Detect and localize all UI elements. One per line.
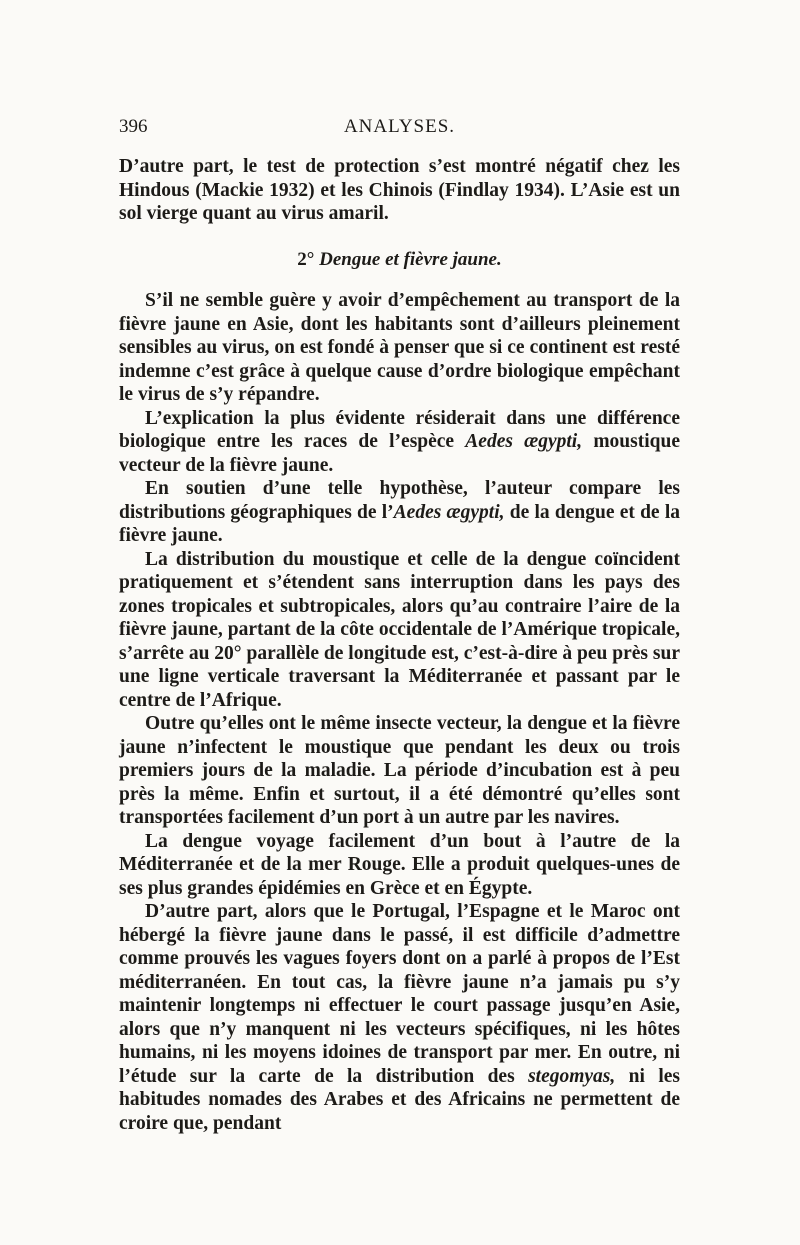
paragraph-5: Outre qu’elles ont le même insecte vecteur, la dengue et la fièvre jaune n’infectent le moustique que pendant les deux ou trois premiers jours de la maladie. La période d’incubation est à peu près la même. Enfin et surtout, il a été démontré qu’elles sont transportées facilement d’un port à un autre par les navires.	[119, 713, 680, 828]
paragraph-2-text-b: moustique vecteur de la fièvre jaune.	[119, 431, 680, 476]
page-number: 396	[119, 116, 148, 137]
paragraph-7-text-a: D’autre part, alors que le Portugal, l’Espagne et le Maroc ont hébergé la fièvre jaune dans le passé, il est difficile d’admettre comme prouvés les vagues foyers dont on a parlé à propos de l’Est méditerranéen. En tout cas, la fièvre jaune n’a jamais pu s’y maintenir longtemps ni effectuer le court passage jusqu’en Asie, alors que n’y manquent ni les vecteurs spécifiques, ni les hôtes humains, ni les moyens idoines de transport par mer. En outre, ni l’étude sur la carte de la distribution des	[119, 901, 680, 1087]
running-head: ANALYSES.	[343, 116, 456, 137]
page-header	[119, 116, 680, 146]
paragraph-4: La distribution du moustique et celle de la dengue coïncident pratiquement et s’étendent sans interruption dans les pays des zones tropicales et subtropicales, alors qu’au contraire l’aire de la fièvre jaune, partant de la côte occidentale de l’Amérique tropicale, s’arrête au 20° parallèle de longitude est, c’est-à-dire à peu près sur une ligne verticale traversant la Méditerranée et passant par le centre de l’Afrique.	[119, 548, 680, 711]
paragraph-0: D’autre part, le test de protection s’est montré négatif chez les Hindous (Mackie 1932) et les Chinois (Findlay 1934). L’Asie est un sol vierge quant au virus amaril.	[119, 156, 680, 224]
paragraph-6: La dengue voyage facilement d’un bout à l’autre de la Méditerranée et de la mer Rouge. Elle a produit quelques-unes de ses plus grandes épidémies en Grèce et en Égypte.	[119, 830, 680, 899]
body-text	[119, 155, 680, 1135]
paragraph-2-species: Aedes ægypti,	[465, 431, 583, 452]
paragraph-3	[119, 477, 680, 548]
paragraph-1: S’il ne semble guère y avoir d’empêchement au transport de la fièvre jaune en Asie, dont les habitants sont d’ailleurs pleinement sensibles au virus, on est fondé à penser que si ce continent est resté indemne c’est grâce à quelque cause d’ordre biologique empêchant le virus de s’y répandre.	[119, 290, 680, 405]
section-title: Dengue et fièvre jaune.	[319, 248, 502, 270]
paragraph-2	[119, 407, 680, 478]
paragraph-7-text-b: ni les habitudes nomades des Arabes et des Africains ne permettent de croire que, pendant	[119, 1065, 680, 1134]
paragraph-3-species: Aedes ægypti,	[393, 501, 505, 523]
paragraph-7-italic: stegomyas,	[528, 1065, 616, 1087]
paragraph-2-text-a: L’explication la plus évidente résiderait dans une différence biologique entre les races de l’espèce	[119, 407, 680, 452]
section-heading	[119, 248, 680, 272]
paragraph-7	[119, 900, 680, 1135]
paragraph-3-text-a: En soutien d’une telle hypothèse, l’auteur compare les distributions géographiques de l’	[119, 478, 680, 523]
paragraph-3-text-b: de la dengue et de la fièvre jaune.	[119, 501, 680, 546]
section-number: 2°	[297, 248, 315, 270]
